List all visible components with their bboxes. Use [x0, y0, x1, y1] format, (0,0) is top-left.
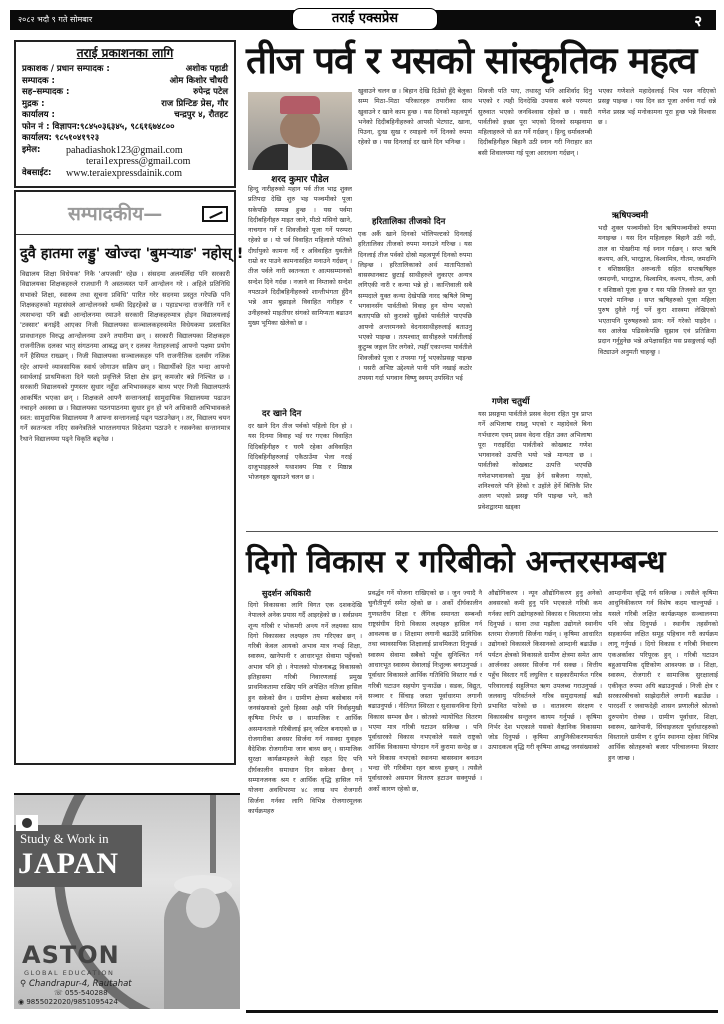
email-label: इमेल: [22, 144, 41, 155]
website-link[interactable]: www.teraiexpressdainik.com [66, 167, 182, 179]
article1-headline: तीज पर्व र यसको सांस्कृतिक महत्व [246, 39, 697, 82]
subhead-dar: दर खाने दिन [262, 409, 302, 419]
ad-line2: JAPAN [18, 847, 120, 880]
ad-bottom-rule [14, 793, 240, 795]
imprint-row [22, 99, 228, 111]
ad-brand-logo: ASTON [22, 941, 120, 969]
editorial-header [16, 192, 234, 235]
masthead-logo: तराई एक्सप्रेस [292, 8, 438, 30]
editorial-headline: दुवै हातमा लड्डु' खोज्दा 'बुमर्‍याङ' नहोस् ! [20, 246, 244, 262]
imprint-label: सह–सम्पादक : [22, 87, 70, 97]
article1-col2b-text: एक अर्कै खाने दिनको भोलिपल्टको दिनलाई हरितालिका तीजको रुपमा मनाउने गरिन्छ । यस दिनलाई तीज पर्वको दोस्रो महत्वपूर्ण दिनको रुपमा लिइन्छ । हरितालिकाको अर्थ मातापिताको वासस्थानबाट छुटाई साथीहरुले लुकाएर अन्यत्र लगिएकी नारी र कन्या भन्ने हो । कान्तिवाली सबै सम्पदाले युक्त कन्या देखेपछि नारद ऋषिले विष्णु भगवानसँग पार्वतीको विवाह हुन योग्य भएको बताएपछि सो कुराको सुइँको पार्वतीले पाएपछि आफ्नो अन्तरमनको वेदनासाथीहरुलाई बताउनु भएको पाइन्छ । तत्पश्चात् साथीहरुले पार्वतीलाई कुटुम्ब जङ्गल तिर लगेको, त्यहीँ एकान्तमा पार्वतीले शिवजीको पूजा र तपस्या गर्नु भएकोप्रसङ्ग पाइन्छ । यसरी अभिष्ट उद्देश्यले पानी पनि नखाई कठोर तपस्या गर्दा भगवान विष्णु स्वयम् उपस्थित भई [358, 230, 472, 383]
article1-column-2 [358, 86, 472, 527]
ad-phone1 [54, 989, 108, 997]
article2-column-1 [248, 588, 362, 1006]
subhead-rishipanchami: ऋषिपञ्चमी [612, 211, 649, 221]
photo-head [280, 110, 320, 148]
article1-column-3 [478, 86, 592, 527]
article2-col3-text: औद्योगिकरण । न्यून औद्योगिकरण हुनु अनेको अवसरको कमी हुनु पनि भएकाले गरिबी कम गर्नका लागि उद्योगहरुको विकास र विस्तारमा जोड दिनुपर्छ । साना तथा मझौला उद्योगले स्थानीय स्तरमा रोजगारी सिर्जना गर्छन् । कृषिमा आधारित उद्योगको विकासले किसानको आम्दानी बढाउँछ । पर्यटन क्षेत्रको विकासले ग्रामीण क्षेत्रमा समेत आय आर्जनका अवसर सिर्जना गर्न सक्छ । वित्तीय पहुँच विस्तार गर्दै लघुवित्त र सहकारीमार्फत गरिब परिवारलाई सहुलियत ऋण उपलब्ध गराउनुपर्छ । जलवायु परिवर्तनले गरिब समुदायलाई बढी प्रभावित पारेको छ । वातावरण संरक्षण र विकासबीच सन्तुलन कायम गर्नुपर्छ । कृषिमा निर्भर देश भएकाले यसको वैज्ञानिक विकासमा जोड दिनुपर्छ । कृषिमा आधुनिकीकरणमार्फत उत्पादकत्व वृद्धि गरी कृषिमा आबद्ध जनसंख्याको [488, 589, 602, 752]
article1-col1-text: हिन्दु नारीहरुको महान पर्व तीज भाद्र शुक्ल प्रतिपदा देखि शुरु भइ पञ्चमीको पूजा सकेपछि सम्पन्न हुन्छ । यस पर्वमा दिदीबहिनीहरु माइत जाने, मीठो मसिनो खाने, नाचगान गर्ने र शिवजीको पूजा गर्ने परम्परा रहेको छ । यो पर्व विवाहित महिलाले पतिको दीर्घायुको कामना गर्दै र अविवाहित युवतीले राम्रो वर पाउने कामनासहित मनाउने गर्दछन् । तीज पर्वले नारी स्वतन्त्रता र आत्मसम्मानको सन्देश दिने गर्दछ । नजाने वा निम्ताको सन्देश नपठाउने दिदीबहिनीहरुको शान्तीभंगता हुँदैन भन्ने आम बुझाइले विवाहित नारीहरु र उनीहरुको माइतीघर संगको सामिप्यता बढाउन मुख्य भूमिका खेलेको छ । [248, 185, 352, 327]
ad-line1: Study & Work in [20, 831, 109, 846]
imprint-value: ओम किशोर चौधरी [169, 75, 228, 86]
article1-col4-text: भएका गणेशले महादेवलाई भित्र पस्न नदिएको प्रसङ्ग पाइन्छ । यस दिन व्रत पूजा अर्चना गर्दा धन्ने गणेश प्रसन्न भई मनोकामना पूरा हुन्छ भन्ने विश्वास छ । [598, 87, 716, 126]
article2-col4-text: आम्दानीमा वृद्धि गर्न सकिन्छ । त्यसैले कृषिमा आधुनिकीकरण गर्न विशेष कदम चाल्नुपर्छ । यसले गरिबी लक्षित कार्यक्रमहरु सञ्चालनमा पनि जोड दिनुपर्छ । स्थानीय तहसँगको सहकार्यमा लक्षित समूह पहिचान गरी कार्यक्रम लागू गर्नुपर्छ । दिगो विकास र गरिबी निवारण एकअर्काका परिपूरक हुन् । गरिबी घटाउन बहुआयामिक दृष्टिकोण आवश्यक छ । शिक्षा, स्वास्थ्य, रोजगारी र सामाजिक सुरक्षालाई एकीकृत रुपमा अघि बढाउनुपर्छ । निजी क्षेत्र र सरकारबीचको साझेदारीले लगानी बढाउँछ । पारदर्शी र जवाफदेही शासन प्रणालीले स्रोतको दुरुपयोग रोक्छ । ग्रामीण पूर्वाधार, शिक्षा, स्वास्थ्य, खानेपानी, सिंचाइजस्ता पूर्वाधारहरुको विस्तारले ग्रामीण र दुर्गम स्थानमा रहेका विभिन्न आर्थिक स्रोतहरुको बजार परिचालनमा विस्तार हुन जान्छ । [608, 589, 718, 762]
imprint-label: कार्यालय : [22, 110, 55, 120]
photo-dhaka-cap [280, 96, 320, 114]
editorial-body: विद्यालय शिक्षा विधेयक' निकै 'अपजसी' रहेछ । संसदमा अलमलिँदा पनि सरकारी विद्यालयका शिक्षकहरुले राजधानी नै अस्तव्यस्त पार्ने आन्दोलन गरे । अहिले प्रतिनिधि सभाको शिक्षा, स्वास्थ्य तथा सूचना प्रविधि' पारित गरेर सदनमा प्रस्तुत गरेपछि पनि शिक्षकहरुको महासंघले आन्दोलनको धम्की दिइरहेको छ । पहाडभन्दा राजनीति गर्ने र त्यसभन्दा पनि बढी आन्दोलनमा रमाउने सरकारी शिक्षकहरुमात्र होइन विद्यालयलाई 'टक्सार' बनाईदै आएका निजी विद्यालयका सञ्चालकहरुसमेत विधेयकमा प्रस्तावित प्रावधानहरु विरुद्ध आन्दोलनमा उत्रने तयारीमा छन् । सरकारी विद्यालयका शिक्षकहरु राजनीतिक दलका भातृ संगठनमा आबद्ध छन् र दलका नेताहरुलाई आफ्नो पक्षमा प्रयोग गर्ने हैसियत राख्छन् । निजी विद्यालयका सञ्चालकहरु पनि राजनीतिक दलसँग नजिक रहेर आफ्नो व्यावसायिक स्वार्थ जोगाउन सक्रिय छन् । विद्यार्थीको हित भन्दा आफ्नो स्वार्थलाई प्राथमिकता दिने यस्तो प्रवृत्तिले शिक्षा क्षेत्र झन् कमजोर बन्ने निश्चित छ । सरकारी विद्यालयको गुणस्तर सुधार नहुँदा अभिभावकहरु बाध्य भएर निजी विद्यालयतर्फ आकर्षित भएका छन् । शिक्षकले आफ्नै सन्तानलाई सामुदायिक विद्यालयमा पढाउन नचाहने अवस्था छ । विद्यालयका पठनपाठनमा सुधार हुन हो भने अधिकारी अभिभावकले स्वत: सामुदायिक विद्यालयमा नै आफ्ना सन्तानलाई पढ्न पठाउनेछन् । तर, विद्यालय चयन गर्ने स्वतन्त्रता नदिए सक्नेत्रतिले भारतलगायत विदेशमा पठाउने र नसक्नेका सन्तानमात्र रैथाने विद्यालयमा पढ्ने विकृति बढ्नेछ । [20, 270, 230, 443]
article1-col3-text: शिवजी पति पाए, तथास्तु भनि आशिर्वाद दिनु भएको र त्यही दिनदेखि उपवास बस्ने परम्परा सुरुवात भएको जनविश्वास रहेको छ । यसरी पार्वतीको इच्छा पूरा भएको दिनको सम्झनामा महिलाहरुले यो व्रत गर्ने गर्दछन् । हिन्दु धर्मावलम्बी दिदीबहिनीहरु बिहानै उठी स्नान गरी निराहार व्रत बसी शिवालयमा गई पूजा आराधना गर्दछन् । [478, 87, 592, 157]
ad-phone2-text: 9855022020/9851095424 [26, 998, 118, 1006]
article2-column-3 [488, 588, 602, 1006]
author-caption: शरद कुमार पौडेल [271, 175, 329, 185]
phone-icon: ☏ [54, 989, 65, 997]
ad-phone1-text: 055-540288 [64, 989, 108, 997]
subhead-ganesh: गणेश चतुर्थी [492, 397, 530, 407]
ad-brand-sub: GLOBAL EDUCATION [24, 969, 115, 977]
imprint-website-row [22, 168, 228, 180]
imprint-phone: फोन नं : विज्ञापन:९८४५०३६३४५, ९८६१६७४८०० [22, 121, 175, 132]
imprint-value: चन्द्रपुर ४, रौतहट [174, 110, 228, 120]
editorial-section-title: सम्पादकीय— [68, 203, 163, 225]
article1-column-4 [598, 86, 716, 527]
ad-address [20, 979, 132, 989]
page-bottom-rule [246, 1010, 718, 1013]
email-link-1[interactable]: pahadiashok123@gmail.com [66, 144, 183, 156]
article1-col1b-text: दर खाने दिन तीज पर्वको पहिलो दिन हो । यस दिनमा विवाह भई घर गएका विवाहित दिदिबहिनीहरु र घरमै रहेका अविवाहित दिदिबहिनीहरुलाई एकैठाउँमा भेला गराई दाजुभाइहरुले यथाशक्य मिष्ठ र मिष्ठान्न भोजनहरु खुवाउने चलन छ । [248, 422, 352, 482]
location-pin-icon: ⚲ [20, 979, 29, 989]
section-divider [246, 531, 718, 532]
editorial-box [14, 190, 244, 765]
article1-col2-text: खुवाउने चलन छ । बिहान देखि दिउँसो हुँदै बेलुका सम्म मिठा–मिठा परिकारहरु तयारीका साथ खुवाउने र खाने काम हुन्छ । यस दिनको महत्वपूर्ण भनेको दिदीबहिनीहरुको आपसी भेटघाट, खाना, पिउना, दुःख सुख र रमाइलो गर्ने दिनको रुपमा रहेको छ । यस दिनलाई दर खाने दिन भनिन्छ । [358, 87, 472, 147]
imprint-office-phone: कार्यालय: ९८५१०४१९२३ [22, 133, 100, 143]
article2-col2-text: प्रवर्द्धन गर्ने योजना राखिएको छ । जुन ज्यादै नै चुनौतीपूर्ण समेत रहेको छ । अर्को दीर्घकालीन गुणस्तरीय शिक्षा र लैंगिक समानता सम्बन्धी राष्ट्रसंघीय दिगो विकास लक्ष्यहरु हासिल गर्न आवश्यक छ । शिक्षामा लगानी बढाउँदै प्राविधिक तथा व्यावसायिक शिक्षालाई प्राथमिकता दिनुपर्छ । स्वास्थ्य सेवामा सबैको पहुँच सुनिश्चित गर्न आधारभूत स्वास्थ्य सेवालाई निःशुल्क बनाउनुपर्छ । पूर्वाधार विकासले आर्थिक गतिविधि विस्तार गर्छ र गरिबी घटाउन सहयोग पुर्‍याउँछ । सडक, विद्युत, सञ्चार र सिंचाइ जस्ता पूर्वाधारमा लगानी बढाउनुपर्छ । नीतिगत स्थिरता र सुशासनविना दिगो विकास सम्भव छैन । स्रोतको न्यायोचित वितरण भएमा मात्र गरिबी घटाउन सकिन्छ । पनि पूर्वाधारको विकास नभएकोले यसले राष्ट्रको आर्थिक विकासमा योगदान गर्ने कुरामा सन्देह छ । भने विकास नभएको स्थानमा बासस्थान बनाउन भन्दा धेरै गरिबीमा रहन बाध्य हुन्छन् । त्यसैले पूर्वाधारको असमान वितरण हटाउन सक्नुपर्छ । अर्को कारण रहेको छ, [368, 589, 482, 793]
imprint-value: राज प्रिन्टिङ प्रेस, गौर [161, 98, 228, 109]
advertisement-japan[interactable] [14, 793, 240, 1009]
article1-col3b-text: यस प्रसङ्गमा पार्वतीले प्रसव वेदना रहित पुत्र प्राप्त गर्ने अभिलाषा राख्नु भएको र महादेवले बिना गर्भधारण एवम् प्रसव वेदना रहित उक्त अभिलाषा पूरा गराइदिँदा पार्वतीको कोखबाट गणेश भगवानको उत्पत्ति भयो भन्ने मान्यता छ । पार्वतीको कोखबाट उत्पत्ति भएपछि गणेशभगवानको मुख हेर्न सबैजना गएको, शनिश्चरले पनि हेरेको र उहाँले हेर्ने बित्तिकै शिर अलग भएको प्रसङ्ग पनि पाइन्छ भने, कतै प्रवेशद्वारमा खड्का [478, 410, 592, 511]
pen-icon [202, 206, 228, 222]
imprint-label: प्रकाशक / प्रधान सम्पादक : [22, 64, 110, 74]
imprint-title: तराई प्रकाशनका लागि [76, 46, 174, 60]
article2-byline: सुदर्शन अधिकारी [262, 589, 311, 598]
article2-column-4 [608, 588, 718, 1006]
imprint-label: मुद्रक : [22, 98, 45, 109]
author-photo [248, 92, 352, 170]
imprint-box [14, 40, 236, 188]
japan-flag-icon [16, 815, 38, 831]
ad-address-text: Chandrapur-4, Rautahat [28, 979, 132, 989]
ad-phone2 [18, 998, 118, 1006]
page-header-bar [10, 10, 716, 30]
imprint-row [22, 87, 228, 99]
article1-col4b-text: भदौ शुक्ल पञ्चमीको दिन ऋषिपञ्चमीको रुपमा मनाइन्छ । यस दिन महिलाहरु बिहानै उठी नदी, ताल वा पोखरीमा गई स्नान गर्दछन् । सप्त ऋषि कश्यप, अत्रि, भारद्वाज, विश्वामित्र, गौतम, जमदग्नि र वशिष्ठसहित अरुन्धती सहित सप्तऋषिहरु जमदग्नी, भारद्वाज, विश्वामित्र, कश्यप, गौतम, अत्री र वशिष्ठको पूजा हुन्छ र यस पछि तिजको व्रत पूरा भएको मानिन्छ । सप्त ऋषिहरुको पूजा महिला पुरुष दुवैले गर्नु पर्ने कुरा शास्त्रमा लेखिएको भएतापनि पुरुषहरुको प्राय: गर्ने गरेको पाइदैन । यस आलेख पढिसकेपछि सुझाव एवं प्रतिक्रिया प्रदान गर्नुहुनेछ भन्ने अपेक्षासहित यस प्रसङ्गलाई यहीँ विट्याउने अनुमती चाहन्छु । [598, 224, 716, 356]
imprint-row [22, 64, 228, 76]
imprint-row [22, 76, 228, 88]
article2-headline: दिगो विकास र गरिबीको अन्तरसम्बन्ध [246, 544, 666, 580]
email-link-2[interactable]: terai1express@gmail.com [86, 156, 191, 167]
website-label: वेबसाईट: [22, 167, 52, 178]
mobile-icon: ◉ [18, 998, 27, 1006]
article2-col1-text: दिगो विकासका लागि विगत एक दशकदेखि नेपालले अनेक प्रयास गर्दै आइरहेको छ । सर्वप्रथम शून्य गरिबी र भोकमरी अन्त्य गर्ने लक्ष्यका साथ दिगो विकासका लक्ष्यहरु तय गरिएका छन् । गरिबी केवल आयको अभाव मात्र नभई शिक्षा, स्वास्थ्य, खानेपानी र आधारभूत सेवामा पहुँचको अभाव पनि हो । नेपालको योजनाबद्ध विकासको इतिहासमा गरिबी निवारणलाई प्रमुख प्राथमिकतामा राखिए पनि अपेक्षित नतिजा हासिल हुन सकेको छैन । ग्रामीण क्षेत्रमा बसोबास गर्ने जनसंख्याको ठूलो हिस्सा अझै पनि निर्वाहमुखी कृषिमा निर्भर छ । सामाजिक र आर्थिक असमानताले गरिबीलाई झन् जटिल बनाएको छ । रोजगारीका अवसर सिर्जना गर्न नसक्दा युवाहरु वैदेशिक रोजगारीमा जान बाध्य छन् । सामाजिक सुरक्षा कार्यक्रमहरुले केही राहत दिए पनि दीर्घकालीन समाधान दिन सकेका छैनन् । सम्मानजनक श्रम र आर्थिक वृद्धि हासिल गर्ने योजना अवधिभरमा ४८ लाख थप रोजगारी सिर्जना गर्नका लागि विभिन्न रोजगारमूलक कार्यक्रमहरु [248, 601, 362, 815]
issue-date: २०८२ भदौ ९ गते सोमबार [18, 15, 93, 24]
article1-column-1 [248, 182, 352, 527]
tower-image [210, 793, 216, 873]
article2-column-2 [368, 588, 482, 1006]
imprint-value: रुपेन्द्र पटेल [193, 87, 228, 97]
subhead-haritalika: हरितालिका तीजको दिन [372, 217, 446, 227]
face-image [186, 888, 220, 928]
imprint-email-row [22, 145, 228, 157]
imprint-label: सम्पादक : [22, 75, 55, 86]
imprint-value: अशोक पहाडी [185, 64, 228, 74]
imprint-row [22, 110, 228, 122]
page-number: २ [694, 12, 702, 30]
